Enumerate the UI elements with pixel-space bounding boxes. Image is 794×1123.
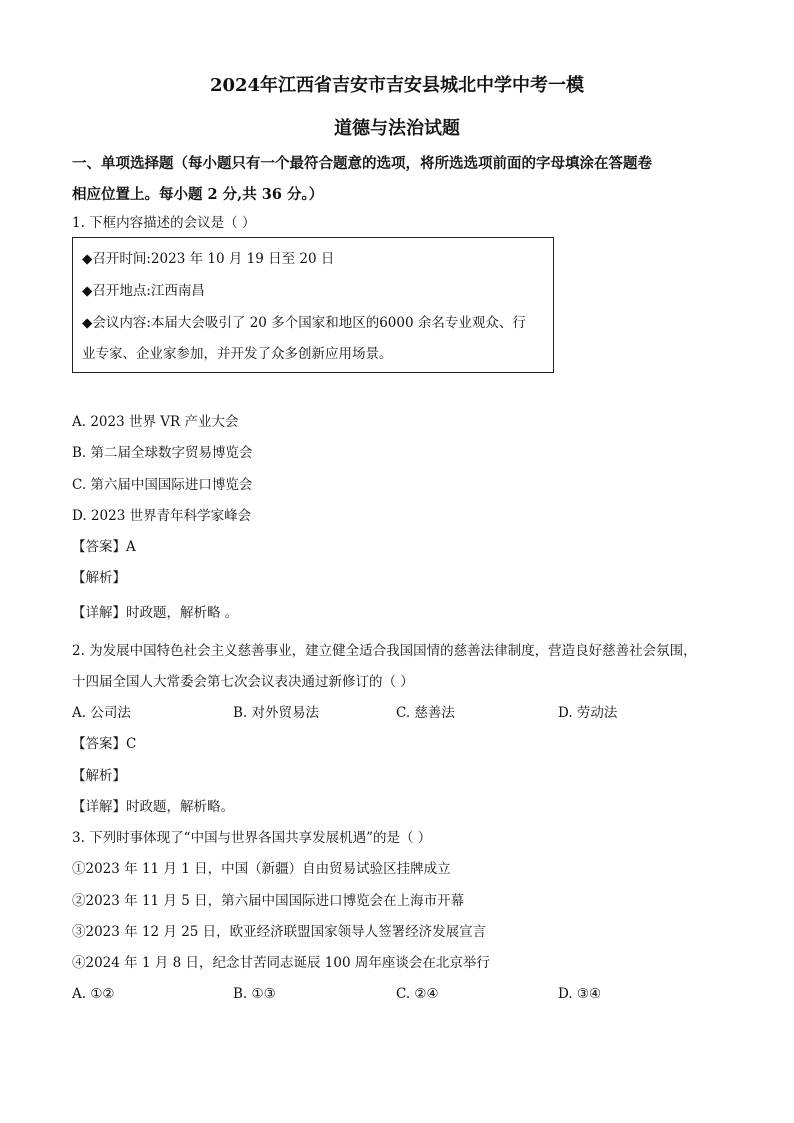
q2-detail: 【详解】时政题，解析略。 — [72, 799, 234, 815]
section-heading-line2: 相应位置上。每小题 2 分,共 36 分。） — [72, 186, 324, 203]
q1-option-d: D. 2023 世界青年科学家峰会 — [72, 508, 252, 524]
q3-stem: 3. 下列时事体现了“中国与世界各国共享发展机遇”的是（ ） — [72, 830, 432, 846]
q1-option-c: C. 第六届中国国际进口博览会 — [72, 477, 253, 493]
page-subtitle: 道德与法治试题 — [334, 118, 460, 139]
q2-option-d: D. 劳动法 — [558, 705, 618, 721]
q1-option-a: A. 2023 世界 VR 产业大会 — [72, 414, 239, 430]
q3-item-1: ①2023 年 11 月 1 日，中国（新疆）自由贸易试验区挂牌成立 — [72, 861, 451, 877]
q3-option-a: A. ①② — [72, 986, 115, 1002]
q2-stem-line1: 2. 为发展中国特色社会主义慈善事业，建立健全适合我国国情的慈善法律制度，营造良好慈善社会氛围， — [72, 643, 697, 659]
q2-stem-line2: 十四届全国人大常委会第七次会议表决通过新修订的（ ） — [72, 674, 414, 690]
q3-option-b: B. ①③ — [233, 986, 276, 1002]
q3-item-2: ②2023 年 11 月 5 日，第六届中国国际进口博览会在上海市开幕 — [72, 893, 465, 909]
q3-option-c: C. ②④ — [396, 986, 439, 1002]
q2-answer: 【答案】C — [72, 736, 137, 752]
page-title: 2024年江西省吉安市吉安县城北中学中考一模 — [209, 75, 585, 96]
q1-box-line2: ◆召开地点:江西南昌 — [82, 283, 205, 299]
q2-option-c: C. 慈善法 — [396, 705, 455, 721]
q2-option-a: A. 公司法 — [72, 705, 131, 721]
q1-box-line3: ◆会议内容:本届大会吸引了 20 多个国家和地区的6000 余名专业观众、行 — [82, 315, 526, 331]
q1-stem: 1. 下框内容描述的会议是（ ） — [72, 215, 256, 231]
q1-box-line1: ◆召开时间:2023 年 10 月 19 日至 20 日 — [82, 251, 335, 267]
q3-item-4: ④2024 年 1 月 8 日，纪念甘苦同志诞辰 100 周年座谈会在北京举行 — [72, 955, 490, 971]
q1-analysis: 【解析】 — [72, 570, 126, 586]
q3-option-d: D. ③④ — [558, 986, 602, 1002]
q1-option-b: B. 第二届全球数字贸易博览会 — [72, 445, 253, 461]
q2-option-b: B. 对外贸易法 — [233, 705, 320, 721]
q1-box-line4: 业专家、企业家参加，并开发了众多创新应用场景。 — [82, 346, 393, 362]
q1-detail: 【详解】时政题，解析略 。 — [72, 605, 239, 621]
q2-analysis: 【解析】 — [72, 768, 126, 784]
q3-item-3: ③2023 年 12 月 25 日，欧亚经济联盟国家领导人签署经济发展宣言 — [72, 924, 487, 940]
q1-answer: 【答案】A — [72, 539, 136, 555]
section-heading-line1: 一、单项选择题（每小题只有一个最符合题意的选项，将所选选项前面的字母填涂在答题卷 — [72, 155, 652, 172]
